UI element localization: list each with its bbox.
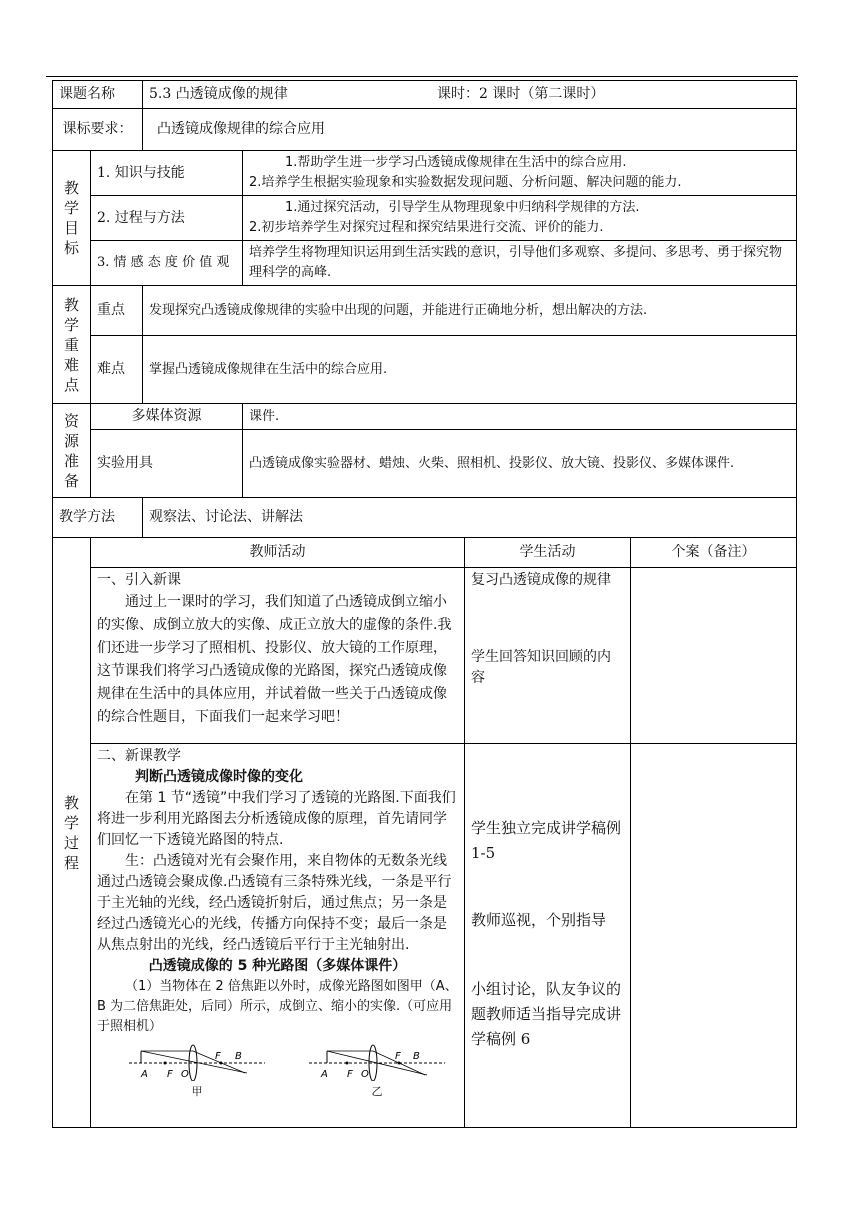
method-label: 教学方法 [53, 498, 143, 538]
course-cell [143, 81, 797, 109]
diagram-a-label-f1: F [167, 1069, 173, 1080]
col-notes-header: 个案（备注） [631, 538, 797, 568]
method-row [53, 498, 797, 538]
process-item-1: 1.通过探究活动，引导学生从物理现象中归纳科学规律的方法. [285, 200, 640, 215]
diagram-b-label-o: O [361, 1069, 369, 1080]
goal-process-row [53, 196, 797, 241]
diagram-row [97, 1039, 458, 1102]
goal-knowledge-row [53, 151, 797, 196]
intro-student-cell [465, 568, 631, 744]
five-title: 凸透镜成像的 5 种光路图（多媒体课件） [148, 958, 407, 974]
media-row [53, 404, 797, 430]
process-item-2: 2.初步培养学生对探究过程和探究结果进行交流、评价的能力. [249, 220, 604, 235]
standard-label: 课标要求： [53, 109, 143, 151]
diagram-b-label-b: B [413, 1051, 420, 1062]
intro-title: 一、引入新课 [97, 572, 181, 588]
intro-student-2: 学生回答知识回顾的内容 [471, 649, 611, 686]
course-title: 5.3 凸透镜成像的规律 [149, 86, 288, 102]
col-student-header: 学生活动 [465, 538, 631, 568]
intro-teacher-cell [91, 568, 465, 744]
course-row [53, 81, 797, 109]
resources-section-label: 资 源 准 备 [53, 404, 91, 498]
col-teacher-header: 教师活动 [91, 538, 465, 568]
new-student-cell [465, 744, 631, 1128]
diagram-b [307, 1039, 447, 1102]
para-3: （1）当物体在 2 倍焦距以外时，成像光路图如图甲（A、B 为二倍焦距处，后同）所示，成倒立、缩小的实像.（可应用于照相机） [97, 979, 458, 1034]
emotion-text: 培养学生将物理知识运用到生活实践的意识，引导他们多观察、多提问、多思考、勇于探究物理科学的高峰. [243, 241, 797, 286]
process-header-row [53, 538, 797, 568]
standard-row [53, 109, 797, 151]
difficulty-text: 掌握凸透镜成像规律在生活中的综合应用. [143, 336, 797, 404]
diagram-a-svg [127, 1039, 267, 1081]
new-student-2: 教师巡视，个别指导 [471, 911, 607, 929]
focus-row [53, 286, 797, 336]
intro-row [53, 568, 797, 744]
intro-student-1: 复习凸透镜成像的规律 [471, 572, 611, 588]
diagram-b-svg [307, 1039, 447, 1081]
knowledge-label: 1. 知识与技能 [91, 151, 243, 196]
goals-section-label: 教 学 目 标 [53, 151, 91, 286]
knowledge-cell [243, 151, 797, 196]
diagram-a-label-o: O [181, 1069, 189, 1080]
lesson-plan-table [52, 80, 797, 1128]
focus-text: 发现探究凸透镜成像规律的实验中出现的问题，并能进行正确地分析，想出解决的方法. [143, 286, 797, 336]
intro-text: 通过上一课时的学习，我们知道了凸透镜成倒立缩小的实像、成倒立放大的实像、成正立放大的虚像的条件.我们还进一步学习了照相机、投影仪、放大镜的工作原理，这节课我们将学习凸透镜成像的光路图，探究凸透镜成像规律在生活中的具体应用，并试着做一些关于凸透镜成像的综合性题目，下面我们一起来学习吧！ [97, 594, 452, 725]
new-teaching-row [53, 744, 797, 1128]
para-2: 生：凸透镜对光有会聚作用，来自物体的无数条光线通过凸透镜会聚成像.凸透镜有三条特殊光线，一条是平行于主光轴的光线，经凸透镜折射后，通过焦点；另一条是经过凸透镜光心的光线，传播方向保持不变；最后一条是从焦点射出的光线，经凸透镜后平行于主光轴射出. [97, 853, 452, 953]
new-student-1: 学生独立完成讲学稿例 1-5 [471, 819, 622, 862]
method-text: 观察法、讨论法、讲解法 [143, 498, 797, 538]
knowledge-item-1: 1.帮助学生进一步学习凸透镜成像规律在生活中的综合应用. [285, 155, 627, 170]
focus-label: 重点 [91, 286, 143, 336]
tools-row [53, 430, 797, 498]
judge-title: 判断凸透镜成像时像的变化 [135, 769, 303, 785]
header-rule [46, 76, 798, 77]
diagram-b-label-f1: F [347, 1069, 353, 1080]
standard-text: 凸透镜成像规律的综合应用 [143, 109, 797, 151]
difficulty-label: 难点 [91, 336, 143, 404]
diagram-a-label-f2: F [215, 1051, 221, 1062]
diagram-a-caption: 甲 [191, 1085, 203, 1098]
intro-notes-cell [631, 568, 797, 744]
course-period: 课时：2 课时（第二课时） [437, 86, 605, 102]
new-student-3: 小组讨论，队友争议的题教师适当指导完成讲学稿例 6 [471, 980, 622, 1048]
media-label: 多媒体资源 [91, 404, 243, 430]
process-label: 2. 过程与方法 [91, 196, 243, 241]
media-text: 课件. [243, 404, 797, 430]
new-notes-cell [631, 744, 797, 1128]
course-label: 课题名称 [53, 81, 143, 109]
diagram-b-label-a: A [321, 1069, 328, 1080]
knowledge-item-2: 2.培养学生根据实验现象和实验数据发现问题、分析问题、解决问题的能力. [249, 175, 682, 190]
keypoints-section-label: 教 学 重 难 点 [53, 286, 91, 404]
emotion-label: 3. 情 感 态 度 价 值 观 [91, 241, 243, 286]
para-1: 在第 1 节“透镜”中我们学习了透镜的光路图.下面我们将进一步利用光路图去分析透镜成像的原理，首先请同学们回忆一下透镜光路图的特点. [97, 790, 456, 848]
process-section-label: 教 学 过 程 [53, 538, 91, 1128]
new-title: 二、新课教学 [97, 748, 181, 764]
new-teacher-cell [91, 744, 465, 1128]
tools-text: 凸透镜成像实验器材、蜡烛、火柴、照相机、投影仪、放大镜、投影仪、多媒体课件. [243, 430, 797, 498]
process-cell [243, 196, 797, 241]
diagram-a-label-b: B [235, 1051, 242, 1062]
diagram-b-label-f2: F [395, 1051, 401, 1062]
goal-emotion-row [53, 241, 797, 286]
tools-label: 实验用具 [91, 430, 243, 498]
difficulty-row [53, 336, 797, 404]
diagram-a-label-a: A [141, 1069, 148, 1080]
diagram-b-caption: 乙 [371, 1085, 383, 1098]
diagram-a [127, 1039, 267, 1102]
